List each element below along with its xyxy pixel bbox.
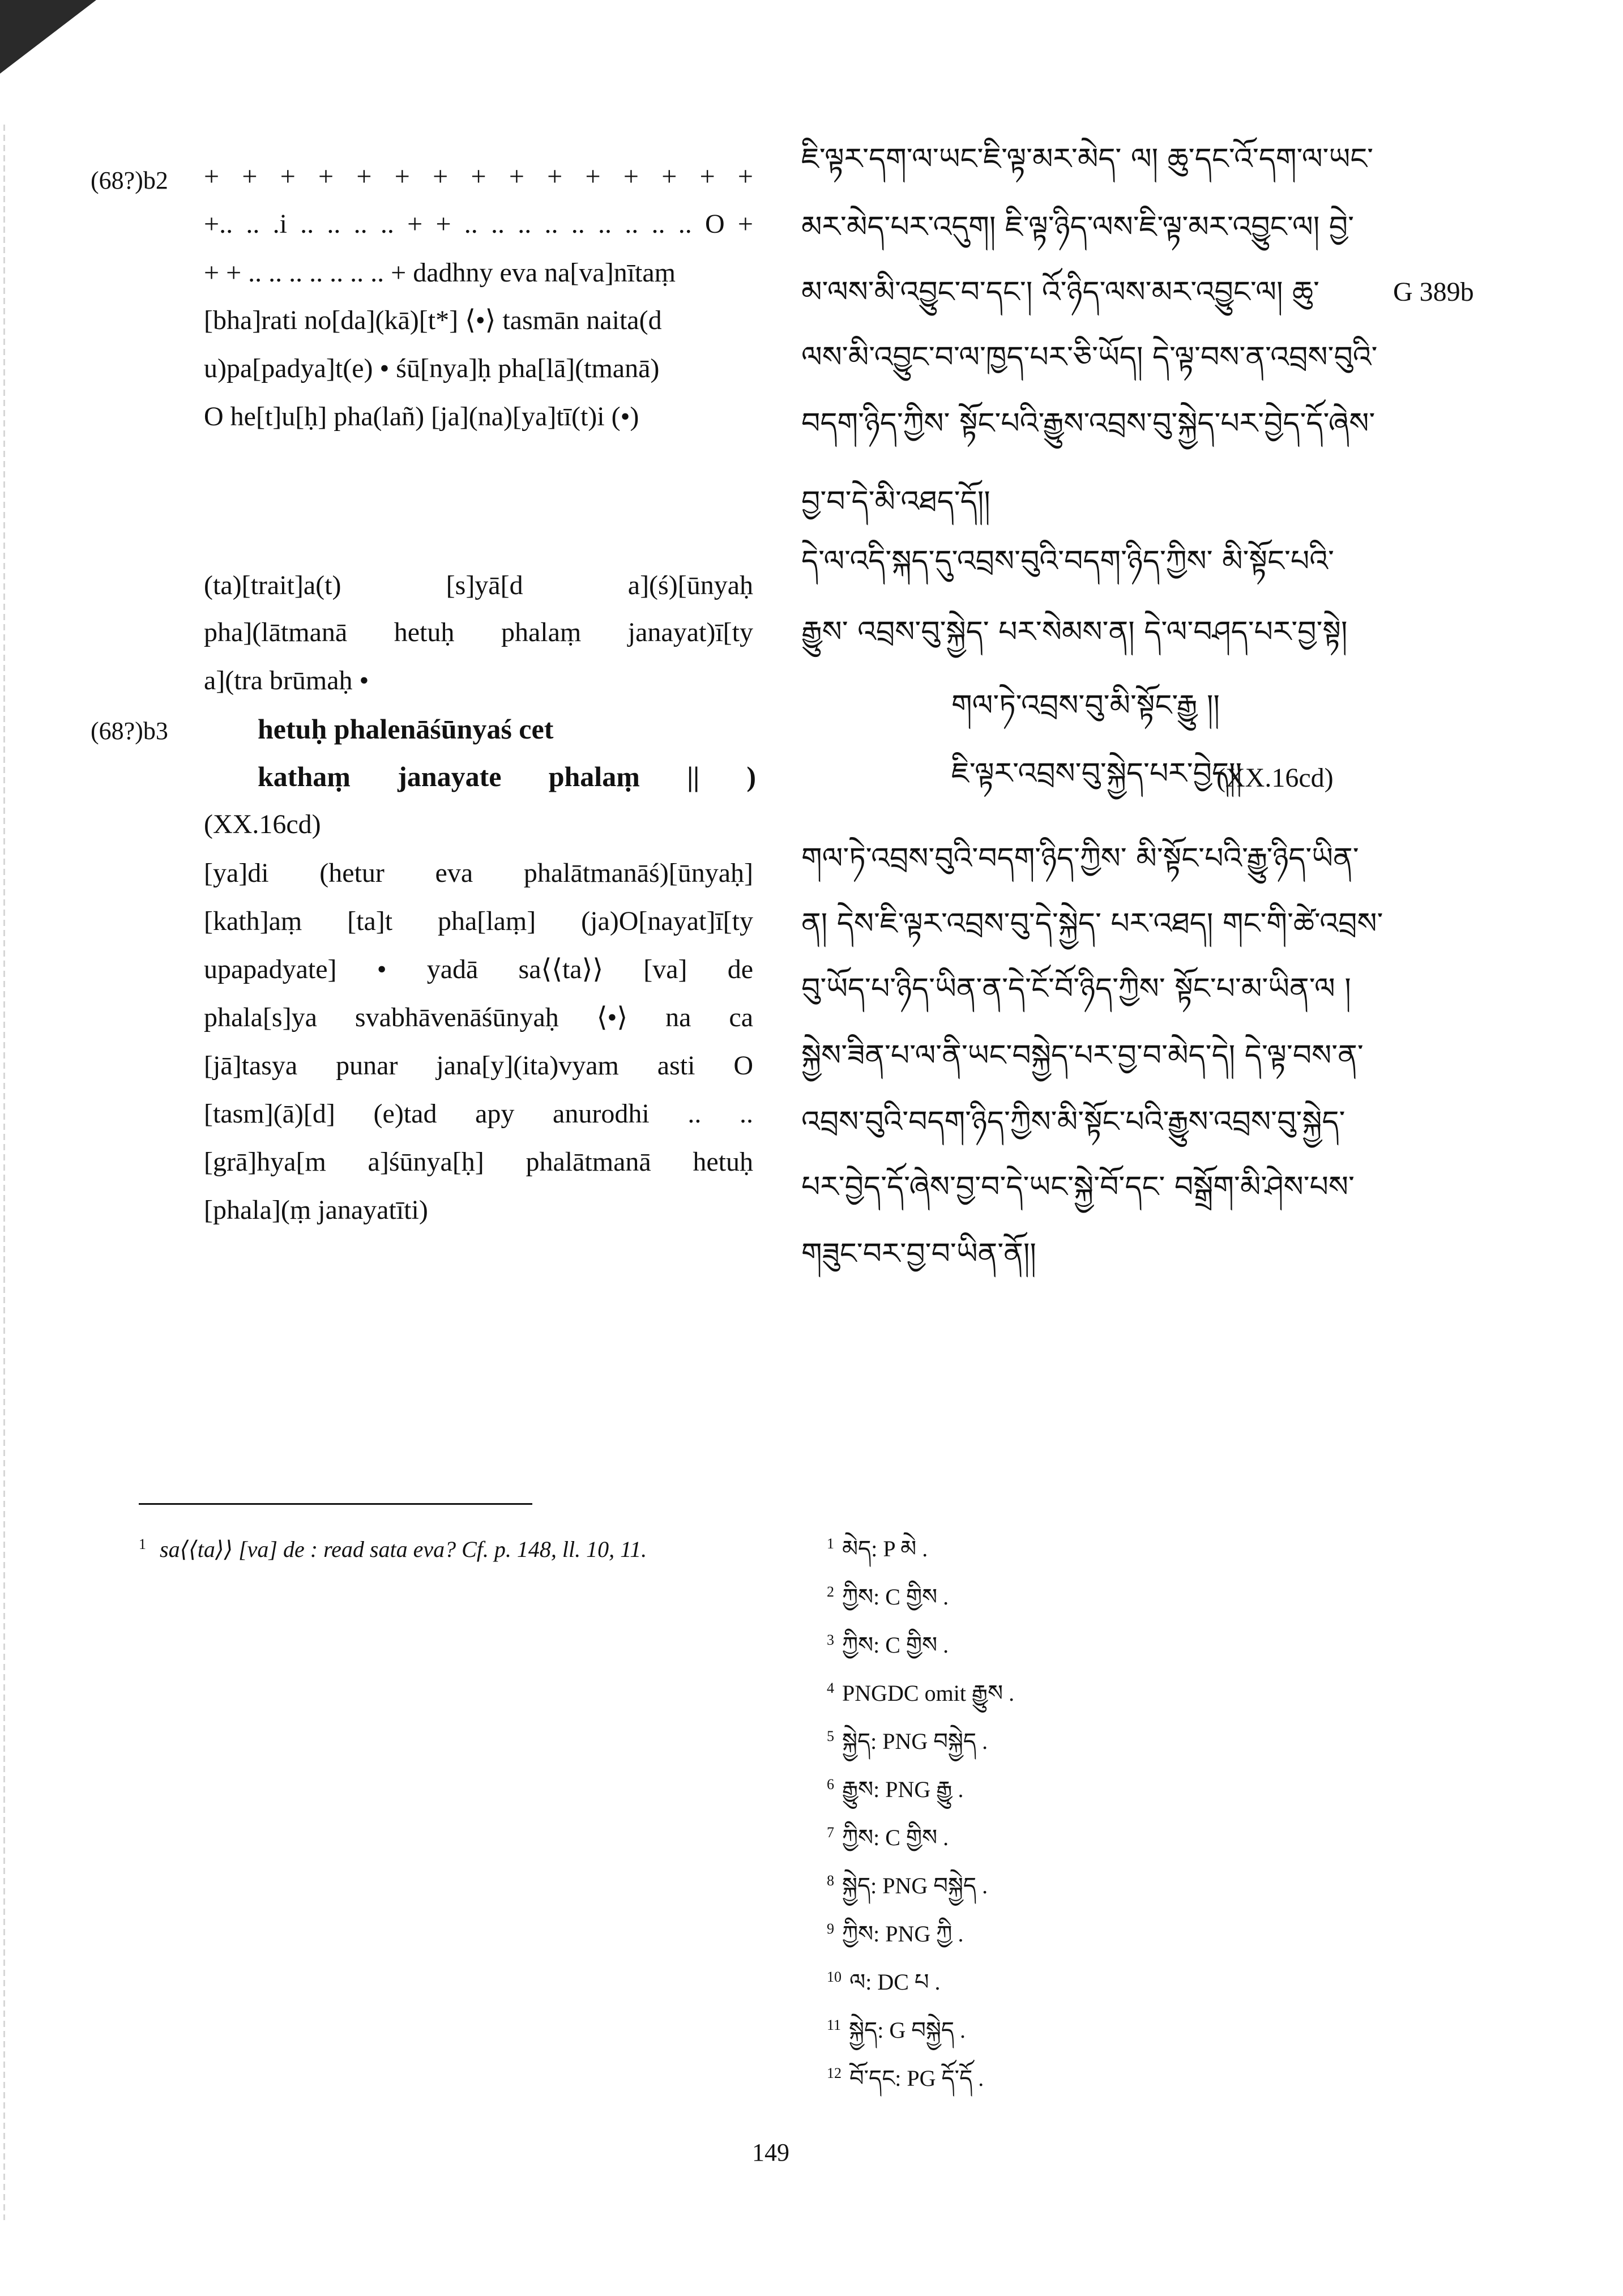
- commentary-line: [ya]di (hetur eva phalātmanāś)[ūnyaḥ]: [204, 858, 753, 888]
- tibetan-line: གཟུང་བར་བྱ་བ་ཡིན་ནོ།།: [801, 1237, 1036, 1271]
- tibetan-verse-line: ཇི་ལྟར་འབྲས་བུ་སྐྱེད་པར་བྱེད།།: [951, 757, 1242, 791]
- tibetan-line: གལ་ཏེ་འབྲས་བུའི་བདག་ཉིད་ཀྱིས་ མི་སྟོང་པའི་རྒྱུ་ཉིད་ཡིན་: [801, 842, 1359, 876]
- footnote-number: 7: [827, 1824, 834, 1841]
- tibetan-line: པར་བྱེད་དོ་ཞེས་བྱ་བ་དེ་ཡང་སྐྱེ་བོ་དང་ བསྒྲོག་མི་ཤེས་པས་: [801, 1170, 1355, 1204]
- sanskrit-line: a](tra brūmaḥ •: [204, 665, 369, 695]
- verse-reference: (XX.16cd): [204, 809, 321, 839]
- tibetan-line: མ་ལས་མི་འབྱུང་བ་དང་། འོ་ཉིད་ལས་མར་འབྱུང་ལ། ཆུ་: [801, 275, 1319, 309]
- tibetan-line: རྒྱུས་ འབྲས་བུ་སྐྱེད་ པར་སེམས་ན། དེ་ལ་བཤད་པར་བྱ་སྟེ།: [801, 615, 1348, 649]
- footnote-text: sa⟨⟨ta⟩⟩ [va] de : read sata eva? Cf. p. 148, ll. 10, 11.: [160, 1537, 647, 1562]
- commentary-line: phala[s]ya svabhāvenāśūnyaḥ ⟨•⟩ na ca: [204, 1002, 753, 1032]
- sanskrit-line: + + + + + + + + + + + + + + +: [204, 161, 753, 191]
- footnote-text: ཀྱིས: PNG ཀྱི .: [842, 1921, 964, 1947]
- footnote-item: [827, 1679, 1015, 1706]
- footnote-text: ཀྱིས: C གྱིས .: [842, 1825, 949, 1850]
- footnote-item: [827, 1631, 949, 1658]
- footnote-text: སྐྱེད: G བསྐྱེད .: [849, 2017, 966, 2043]
- commentary-line: [tasm](ā)[d] (e)tad apy anurodhi .. ..: [204, 1099, 753, 1129]
- tibetan-line: སྐྱེས་ཟིན་པ་ལ་ནི་ཡང་བསྐྱེད་པར་བྱ་བ་མེད་དེ། དེ་ལྟ་བས་ན་: [801, 1039, 1364, 1073]
- tibetan-line: བུ་ཡོད་པ་ཉིད་ཡིན་ན་དེ་ངོ་བོ་ཉིད་ཀྱིས་ སྟོང་པ་མ་ཡིན་ལ །: [801, 972, 1351, 1006]
- footnote-number: 5: [827, 1727, 834, 1744]
- footnote-text: ལ: DC པ .: [849, 1969, 941, 1995]
- g-folio-ref: G 389b: [1393, 277, 1474, 307]
- tibetan-line: དེ་ལ་འདི་སྐད་དུ་འབྲས་བུའི་བདག་ཉིད་ཀྱིས་ མི་སྟོང་པའི་: [801, 544, 1334, 578]
- commentary-line: upapadyate] • yadā sa⟨⟨ta⟩⟩ [va] de: [204, 954, 753, 984]
- tibetan-line: བདག་ཉིད་ཀྱིས་ སྟོང་པའི་རྒྱུས་འབྲས་བུ་སྐྱེད་པར་བྱེད་དོ་ཞེས་: [801, 407, 1376, 441]
- sanskrit-line: + + .. .. .. .. .. .. .. + dadhny eva na[va]nītaṃ: [204, 258, 676, 288]
- sanskrit-line: (ta)[trait]a(t) [s]yā[d a](ś)[ūnyaḥ: [204, 570, 753, 600]
- sanskrit-line: +.. .. .i .. .. .. .. + + .. .. .. .. .. .. .. .. .. O +: [204, 209, 753, 239]
- footnote-number: 12: [827, 2064, 842, 2081]
- tibetan-verse-line: གལ་ཏེ་འབྲས་བུ་མི་སྟོང་རྒྱུ །།: [951, 689, 1220, 723]
- verse-line-1: hetuḥ phalenāśūnyaś cet: [258, 713, 554, 745]
- footnote-number: 8: [827, 1872, 834, 1889]
- footnote-text: བོ་དང: PG དོ་དོ .: [849, 2065, 984, 2091]
- tibetan-line: མར་མེད་པར་འདུག། ཇི་ལྟ་ཉིད་ལས་ཇི་ལྟ་མར་འབྱུང་ལ། བྱེ་: [801, 210, 1355, 244]
- footnote-item: [827, 1872, 988, 1898]
- sanskrit-line: [bha]rati no[da](kā)[t*] ⟨•⟩ tasmān naita(d: [204, 305, 662, 335]
- footnote-number: 9: [827, 1920, 834, 1937]
- tibetan-line: བྱ་བ་དེ་མི་འཐད་དོ།།: [801, 485, 990, 519]
- scan-corner-shadow: [0, 0, 96, 74]
- footnote-text: མེད: P མེ .: [842, 1536, 928, 1561]
- commentary-line: [grā]hya[m a]śūnya[ḥ] phalātmanā hetuḥ: [204, 1147, 753, 1177]
- footnote-text: ཀྱིས: C གྱིས .: [842, 1584, 949, 1610]
- folio-label-b2: (68?)b2: [91, 167, 168, 194]
- footnote-item: [827, 2016, 966, 2043]
- tibetan-line: འབྲས་བུའི་བདག་ཉིད་ཀྱིས་མི་སྟོང་པའི་རྒྱུས་འབྲས་བུ་སྐྱེད་: [801, 1105, 1346, 1139]
- footnote-item: [827, 1778, 963, 1801]
- footnote-number: 3: [827, 1631, 834, 1648]
- footnote-rule: [139, 1503, 532, 1505]
- sanskrit-line: O he[t]u[ḥ] pha(lañ) [ja](na)[ya]tī(t)i (•): [204, 402, 639, 432]
- footnote-text: རྒྱུས: PNG རྒྱུ .: [842, 1777, 964, 1802]
- verse-line-2: kathaṃ janayate phalaṃ || ): [258, 761, 756, 792]
- footnote-item: [827, 2064, 984, 2091]
- footnote-text: ཀྱིས: C གྱིས .: [842, 1632, 949, 1658]
- footnote-item: [827, 1583, 949, 1610]
- footnote-text: སྐྱེད: PNG བསྐྱེད .: [842, 1873, 988, 1898]
- footnote-item: [827, 1826, 949, 1849]
- folio-label-b3: (68?)b3: [91, 717, 168, 745]
- commentary-line: [jā]tasya punar jana[y](ita)vyam asti O: [204, 1051, 753, 1081]
- footnote-number: 6: [827, 1776, 834, 1793]
- sanskrit-line: u)pa[padya]t(e) • śū[nya]ḥ pha[lā](tmanā): [204, 353, 660, 383]
- tibetan-verse-reference: (XX.16cd): [1216, 763, 1334, 793]
- footnote-item: [827, 1968, 941, 1995]
- footnote-item: [827, 1727, 988, 1754]
- footnote-number: 11: [827, 2016, 842, 2033]
- footnote-text: སྐྱེད: PNG བསྐྱེད .: [842, 1729, 988, 1754]
- sanskrit-line: pha](lātmanā hetuḥ phalaṃ janayat)ī[ty: [204, 617, 753, 647]
- footnote-item: [827, 1920, 964, 1947]
- tibetan-line: ན། དེས་ཇི་ལྟར་འབྲས་བུ་དེ་སྐྱེད་ པར་འཐད། གང་གི་ཚེ་འབྲས་: [801, 907, 1383, 941]
- commentary-line: [kath]aṃ [ta]t pha[laṃ] (ja)O[nayat]ī[ty: [204, 906, 753, 936]
- tibetan-line: ལས་མི་འབྱུང་བ་ལ་ཁྱད་པར་ཅི་ཡོད། དེ་ལྟ་བས་ན་འབྲས་བུའི་: [801, 340, 1378, 374]
- footnote-text: PNGDC omit རྒྱུས .: [842, 1680, 1015, 1706]
- commentary-line: [phala](ṃ janayatīti): [204, 1195, 428, 1225]
- scan-edge-line: [3, 125, 5, 2220]
- footnote-item: [827, 1535, 928, 1561]
- footnote-number: 1: [139, 1535, 146, 1552]
- footnote-sanskrit: [139, 1536, 647, 1563]
- tibetan-line: ཇི་ལྟར་དག་ལ་ཡང་ཇི་ལྟ་མར་མེད་ ལ། ཆུ་དང་འོ་དག་ལ་ཡང་: [801, 142, 1374, 176]
- page-number: 149: [752, 2139, 789, 2166]
- footnote-number: 4: [827, 1679, 834, 1696]
- footnote-number: 1: [827, 1535, 834, 1552]
- footnote-number: 2: [827, 1583, 834, 1600]
- footnote-number: 10: [827, 1968, 842, 1985]
